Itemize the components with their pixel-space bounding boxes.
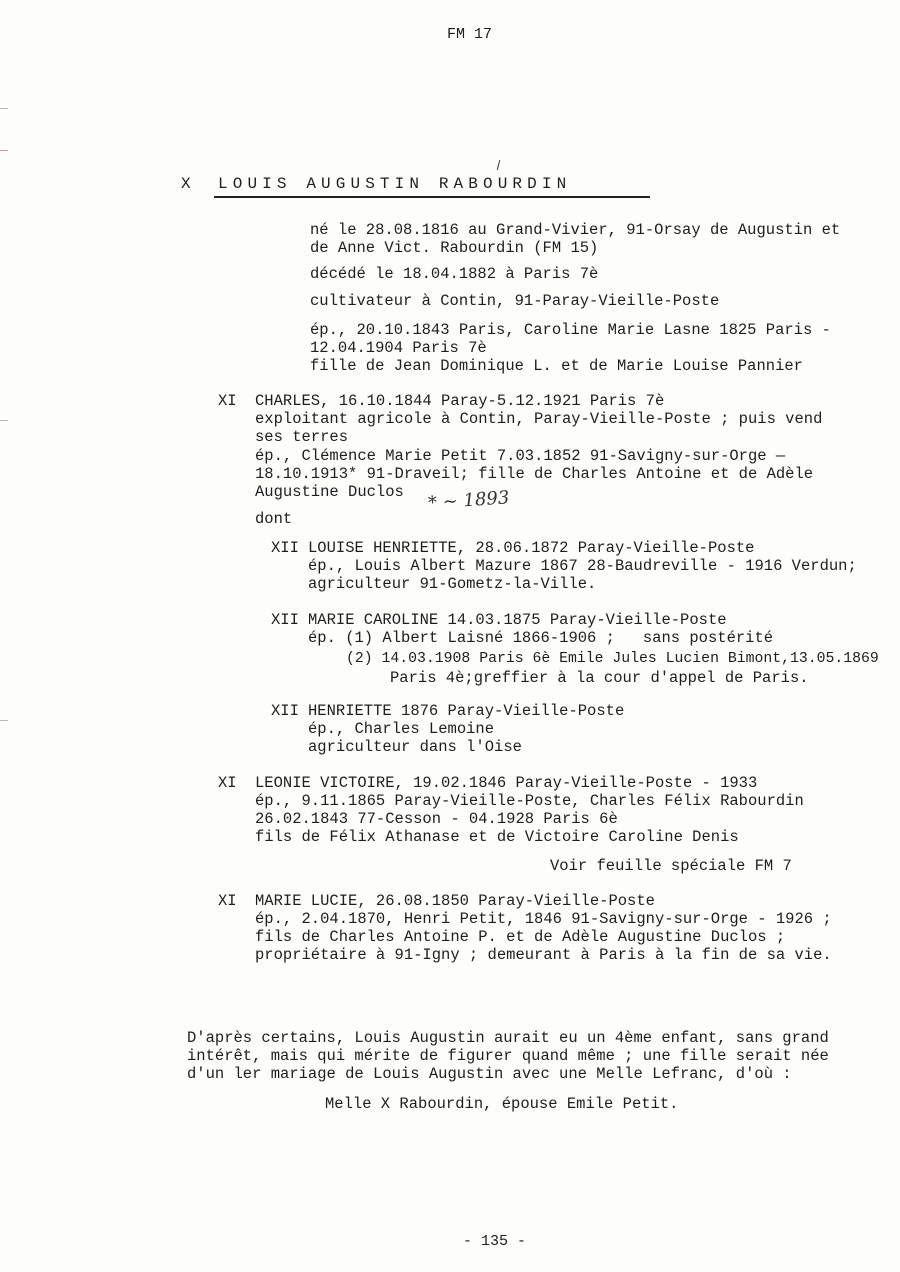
head-line: ép., 20.10.1843 Paris, Caroline Marie Lasne 1825 Paris - — [310, 321, 831, 339]
generation-numeral: X — [181, 175, 196, 193]
child-line: ép., 2.04.1870, Henri Petit, 1846 91-Savigny-sur-Orge - 1926 ; — [255, 910, 832, 928]
accent-mark — [497, 160, 501, 170]
grandchild-line: Paris 4è;greffier à la cour d'appel de Paris. — [390, 669, 809, 687]
footnote-line: intérêt, mais qui mérite de figurer quand même ; une fille serait née — [187, 1047, 829, 1065]
grandchild-line: agriculteur dans l'Oise — [308, 738, 522, 756]
child-line: 26.02.1843 77-Cesson - 04.1928 Paris 6è — [255, 810, 618, 828]
person-title: LOUIS AUGUSTIN RABOURDIN — [218, 175, 572, 193]
head-line: né le 28.08.1816 au Grand-Vivier, 91-Orsay de Augustin et — [310, 221, 841, 239]
grandchild-line: MARIE CAROLINE 14.03.1875 Paray-Vieille-Poste — [308, 611, 727, 629]
child-generation: XI — [218, 892, 237, 910]
head-line: cultivateur à Contin, 91-Paray-Vieille-Poste — [310, 292, 720, 310]
scan-margin-mark — [0, 420, 8, 421]
child-line: dont — [255, 510, 293, 528]
child-generation: XI — [218, 392, 237, 410]
page-number: - 135 - — [463, 1233, 527, 1250]
footnote-conclusion: Melle X Rabourdin, épouse Emile Petit. — [325, 1095, 679, 1113]
child-line: propriétaire à 91-Igny ; demeurant à Paris à la fin de sa vie. — [255, 946, 832, 964]
grandchild-line: ép. (1) Albert Laisné 1866-1906 ; sans postérité — [308, 629, 774, 647]
head-line: 12.04.1904 Paris 7è — [310, 339, 487, 357]
scan-margin-mark — [0, 108, 8, 109]
head-line: décédé le 18.04.1882 à Paris 7è — [310, 265, 599, 283]
child-generation: XI — [218, 774, 237, 792]
see-also-reference: Voir feuille spéciale FM 7 — [550, 857, 792, 875]
head-line: de Anne Vict. Rabourdin (FM 15) — [310, 239, 599, 257]
scan-margin-mark — [0, 720, 8, 721]
grandchild-line: HENRIETTE 1876 Paray-Vieille-Poste — [308, 702, 625, 720]
title-underline — [214, 196, 650, 198]
child-line: Augustine Duclos — [255, 483, 404, 501]
head-line: fille de Jean Dominique L. et de Marie Louise Pannier — [310, 357, 803, 375]
child-line: 18.10.1913* 91-Draveil; fille de Charles Antoine et de Adèle — [255, 465, 814, 483]
grandchild-generation: XII — [271, 539, 299, 557]
child-line: fils de Charles Antoine P. et de Adèle Augustine Duclos ; — [255, 928, 786, 946]
child-line: LEONIE VICTOIRE, 19.02.1846 Paray-Vieille-Poste - 1933 — [255, 774, 758, 792]
handwritten-annotation: * ~ 1893 — [427, 487, 510, 514]
page-reference: FM 17 — [447, 26, 493, 43]
grandchild-line: ép., Charles Lemoine — [308, 720, 495, 738]
child-line: ses terres — [255, 428, 349, 446]
grandchild-line: (2) 14.03.1908 Paris 6è Emile Jules Lucien Bimont,13.05.1869 — [346, 651, 879, 667]
grandchild-line: ép., Louis Albert Mazure 1867 28-Baudreville - 1916 Verdun; — [308, 557, 857, 575]
grandchild-line: agriculteur 91-Gometz-la-Ville. — [308, 575, 597, 593]
scan-margin-mark — [0, 150, 8, 151]
grandchild-generation: XII — [271, 702, 299, 720]
grandchild-line: LOUISE HENRIETTE, 28.06.1872 Paray-Vieille-Poste — [308, 539, 755, 557]
footnote-line: D'après certains, Louis Augustin aurait eu un 4ème enfant, sans grand — [187, 1029, 829, 1047]
footnote-line: d'un ler mariage de Louis Augustin avec une Melle Lefranc, d'où : — [187, 1065, 792, 1083]
grandchild-generation: XII — [271, 611, 299, 629]
child-line: MARIE LUCIE, 26.08.1850 Paray-Vieille-Poste — [255, 892, 655, 910]
child-line: fils de Félix Athanase et de Victoire Caroline Denis — [255, 828, 739, 846]
child-line: exploitant agricole à Contin, Paray-Vieille-Poste ; puis vend — [255, 410, 823, 428]
child-line: ép., Clémence Marie Petit 7.03.1852 91-Savigny-sur-Orge — — [255, 447, 786, 465]
child-line: CHARLES, 16.10.1844 Paray-5.12.1921 Paris 7è — [255, 392, 665, 410]
child-line: ép., 9.11.1865 Paray-Vieille-Poste, Charles Félix Rabourdin — [255, 792, 804, 810]
